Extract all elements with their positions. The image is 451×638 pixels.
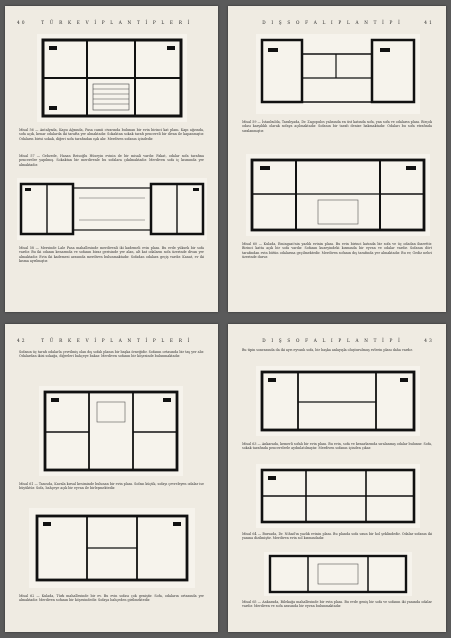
caption: Sofanın üç tarafı odalarla çevrilmiş olan dış sofalı planın bir başka örneğidir. Sofanın ortasında bir taş yer alır. Odalardan ikisi sokağa, diğerleri bahçeye bakar. Merdiven sofanın bir köşesinde bulunmaktadır.	[19, 350, 204, 359]
page-41	[228, 6, 446, 312]
caption: Misal 64 — Bursada, Dr. Nihad'ın yazlık evinin planı. Bu planda sofa uzun bir hol şeklindedir. Odalar sofanın iki yanına dizilmiştir. Merdiven evin sol kısmındadır.	[242, 532, 432, 541]
page-header	[17, 20, 206, 25]
page-number: 40	[17, 20, 27, 25]
caption: Misal 56 — Antalyada, Kapu Ağzında, Pasa camii civarında bulunan bir evin birinci kat planı. Kapı ağzında, sofa açık, kenar odalarda iki tarafta yer almaktadır. Sokaktan sokak tarafı pencereli bir divan ile kapanmıştır. Odaların birisi sokak, diğeri sofa tarafından ışık alır. Merdiven sofanın içindedir.	[19, 128, 204, 141]
caption: Misal 59 — İstanbulda, Tarabyada, Dr. Zagopulos yalısında en üst katında sofa, yan sofa ve odaların planı. Birçok odası karşılıklı olarak sofaya açılmaktadır. Sofanın bir tarafı denize bakmaktadır. Odaları bu sofa etrafında sıralanmıştır.	[242, 120, 432, 133]
page-header	[240, 338, 434, 343]
floor-plan	[17, 178, 207, 240]
page-header	[17, 338, 206, 343]
running-header: D I Ş S O F A L I P L A N T İ P İ	[262, 20, 402, 25]
caption: Bu tipin sonrasında da iki ayrı eyvanlı sofa, bir başka anlayışla oluşturulmuş evlerin planı daha vardır.	[242, 348, 413, 352]
running-header: D I Ş S O F A L I P L A N T İ P İ	[262, 338, 402, 343]
floor-plan	[256, 464, 420, 528]
page-number: 41	[424, 20, 434, 25]
floor-plan	[264, 552, 412, 596]
page-43	[228, 324, 446, 632]
caption: Misal 61 — Tasosda, Kavala kırsal kesiminde bulunan bir evin planı. Sofası küçük, sofayı çevreleyen odalar ise büyüktür. Sofa, bahçeye açık bir eyvan ile birleşmektedir.	[19, 482, 204, 491]
running-header: T Ü R K E V İ P L A N T İ P L E R İ	[41, 20, 192, 25]
page-number: 42	[17, 338, 27, 343]
page-42	[5, 324, 218, 632]
caption: Misal 57 — Gebzede, Hasan Reisoğlu Hüseyin evinin de bir misali vardır. Fakat, odalar sofa tarafına pencereler yapılmış. Sokaktan bir merdivenle bu sofalara çıkılmaktadır. Merdiven sofa iç kısmında yer almaktadır.	[19, 154, 204, 167]
floor-plan	[246, 154, 430, 236]
caption: Misal 62 — Kulada, Türk mahallesinde bir ev. Bu evin sofası çok geniştir. Sofa, odaların ortasında yer almaktadır. Merdiven sofanın bir köşesindedir. Sofaya bahçeden girilmektedir.	[19, 594, 204, 603]
caption: Misal 58 — Mersinde Lale Pasa mahallesinde merdivenli iki kademeli evin planı. Bu evde yüksek bir sofa vardır. Bu iki odanın kenarında ve sofanın biraz gerisinde yer alan, alt kat odaların sofa üzerinde divan yer almaktadır. Evin iki kademesi arasında merdiven bulunmaktadır. Sofadan odalara geçiş vardır. Kanat, ev iki kısma ayrılmıştır.	[19, 246, 204, 263]
page-number: 43	[424, 338, 434, 343]
floor-plan	[256, 366, 420, 436]
caption: Misal 63 — Ankarada, kemerli sofalı bir evin planı. Bu evin, sofa ve kenarlarında sıralanmış odalar bulunur. Sofa, sokak tarafında pencerelerle aydınlatılmıştır. Merdiven sofanın içinden çıkar.	[242, 442, 432, 451]
floor-plan	[37, 34, 187, 122]
caption: Misal 60 — Kulada, Emingazi'nin yazlık evinin planı. Bu evin birinci katında bir sofa ve üç odadan ibarettir. Birinci katta açık bir sofa vardır. Sofanın kuzeyindeki kısmında bir eyvan ve odalar vardır. Sofanın dört tarafından evin bütün odalarına geçilmektedir. Merdiven sofanın dış tarafında yer almaktadır. Bu ev, Gediz nehri üzerinde durur.	[242, 242, 432, 259]
floor-plan	[39, 386, 183, 476]
page-header	[240, 20, 434, 25]
floor-plan	[256, 34, 420, 114]
floor-plan	[29, 508, 195, 588]
running-header: T Ü R K E V İ P L A N T İ P L E R İ	[41, 338, 192, 343]
caption: Misal 65 — Ankarada, Bilekağa mahallesinde bir evin planı. Bu evde geniş bir sofa ve sofanın iki yanında odalar vardır. Merdiven ve sofa arasında bir eyvan bulunmaktadır.	[242, 600, 432, 609]
page-40	[5, 6, 218, 312]
